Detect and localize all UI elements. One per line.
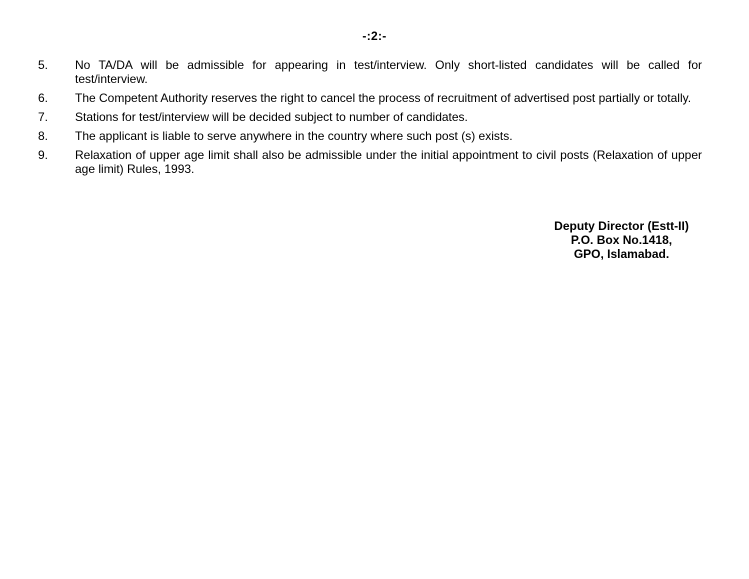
clause-number: 6.	[38, 91, 49, 105]
clause-item	[38, 110, 702, 124]
postal-city: GPO, Islamabad.	[573, 247, 670, 261]
clause-number: 7.	[38, 110, 49, 124]
clause-item	[38, 58, 702, 86]
clause-text: The applicant is liable to serve anywhere in the country where such post (s) exists.	[75, 129, 513, 143]
clause-number: 5.	[38, 58, 49, 72]
postal-box: P.O. Box No.1418,	[570, 233, 673, 247]
clause-number: 9.	[38, 148, 49, 162]
clause-text: The Competent Authority reserves the right to cancel the process of recruitment of advertised post partially or totally.	[75, 91, 692, 105]
clause-text: Stations for test/interview will be decided subject to number of candidates.	[75, 110, 468, 124]
clause-list	[38, 58, 702, 181]
clause-item	[38, 129, 702, 143]
signature-block	[540, 219, 703, 261]
clause-item	[38, 148, 702, 176]
clause-text: Relaxation of upper age limit shall also be admissible under the initial appointment to civil posts (Relaxation of upper age limit) Rules, 1993.	[75, 148, 702, 176]
clause-number: 8.	[38, 129, 49, 143]
signatory-title: Deputy Director (Estt-II)	[554, 219, 689, 233]
clause-text: No TA/DA will be admissible for appearing in test/interview. Only short-listed candidates will be called for test/interview.	[75, 58, 702, 86]
clause-item	[38, 91, 702, 105]
page-number: -:2:-	[362, 29, 387, 43]
